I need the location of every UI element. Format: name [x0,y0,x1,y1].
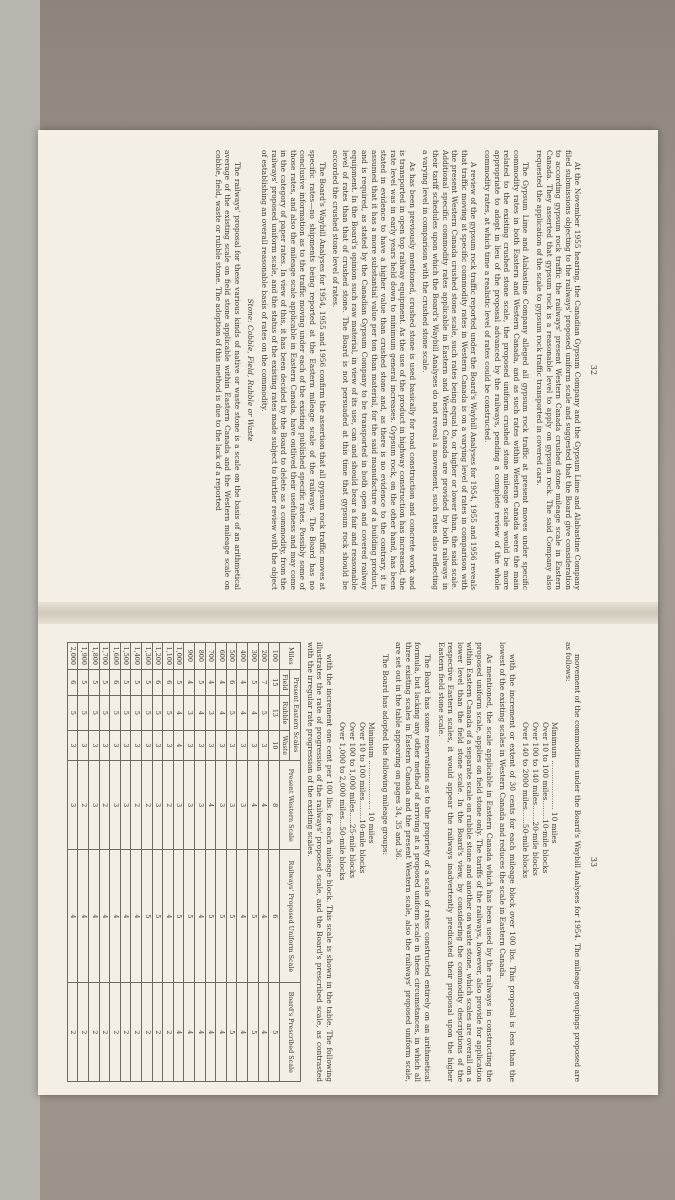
table-cell: 100 [269,643,280,670]
table-cell: 3 [152,730,163,760]
table-cell: 5 [152,696,163,731]
table-cell: 4 [258,983,269,1082]
table-cell: 700 [205,643,216,670]
open-book [38,130,658,1095]
column-header: Board's Prescribed Scale [279,983,300,1082]
table-row [89,643,100,1082]
table-cell: 5 [67,696,78,731]
table-cell: 6 [110,669,121,696]
table-cell: 4 [237,850,248,983]
table-cell: 4 [184,669,195,696]
table-row [152,643,163,1082]
table-cell: 5 [248,850,259,983]
table-cell: 5 [99,669,110,696]
list-item: Over 10 to 100 miles........10-mile blocks [357,722,367,874]
table-cell: 5 [131,696,142,731]
table-cell: 5 [142,850,153,983]
table-cell: 2 [142,761,153,850]
paragraph: movement of the commodities under the Board's Waybill Analyses for 1954. The mileage groupings proposed are as follows: [563,642,583,1082]
table-cell: 4 [237,669,248,696]
table-cell: 3 [226,761,237,850]
table-cell: 1,300 [142,643,153,670]
paragraph: The Board's Waybill Analyses for 1954, 1955 and 1956 confirm the assertion that all gypsum rock traffic moves at specific rates—no shipments being reported at the Eastern mileage scale of the railways. The Board has no conclusive information as to the traffic moving under each of the existing published specific rates. Possibly some of those rates, and also the mileage scale applicable in Eastern Canada, have outlived their usefulness and may come in the category of paper rates. In view of this, it has been decided by the Board to delete as a commodity, from the railways' proposed uniform scale, and the status of the existing rates made subject to further review with the object of establishing an overall reasonable basis of rates on the commodity. [260,150,327,590]
paragraph: As mentioned, the scale applicable in Eastern Canada which has been used by the railways in constructing the proposed uniform scale, applies on field stone only. The tariffs of the railways, however, also provide for application within Eastern Canada of a separate scale on rubble stone and another on waste stone, which scales are overall on a lower level than the field stone scale. In the Board's view, by considering the commodity descriptions of the respective Eastern scales, it would appear the railways inadvertently predicated their proposal upon the higher Eastern field stone scale. [436,642,494,1082]
table-cell: 6 [269,850,280,983]
table-cell: 4 [131,850,142,983]
table-cell: 10 [269,730,280,760]
table-cell: 3 [226,730,237,760]
list-item: Over 100 to 1,000 miles.....25-mile blocks [347,722,357,879]
table-row [216,643,227,1082]
table-cell: 5 [226,983,237,1082]
table-row [99,643,110,1082]
table-row [163,643,174,1082]
table-row [205,643,216,1082]
table-cell: 5 [269,983,280,1082]
table-cell: 2 [78,983,89,1082]
list-item: Minimum ..................... 10 miles [367,722,377,844]
table-cell: 5 [131,669,142,696]
group-header: Present Eastern Scales [290,669,301,760]
table-cell: 5 [163,696,174,731]
table-cell: 900 [184,643,195,670]
table-cell: 4 [184,983,195,1082]
table-cell: 3 [195,761,206,850]
list-item: Over 1,000 to 2,000 miles...50-mile blocks [338,722,348,881]
table-cell: 3 [152,761,163,850]
table-cell: 3 [99,730,110,760]
table-cell: 3 [184,696,195,731]
column-header: Waste [279,730,290,760]
table-cell: 3 [78,730,89,760]
table-cell: 1,100 [163,643,174,670]
table-cell: 3 [184,761,195,850]
table-cell: 4 [195,983,206,1082]
table-row [237,643,248,1082]
table-cell: 3 [195,730,206,760]
table-cell: 5 [89,669,100,696]
table-row [248,643,259,1082]
table-cell: 4 [173,730,184,760]
table-cell: 6 [67,669,78,696]
table-cell: 5 [78,696,89,731]
table-cell: 2 [142,983,153,1082]
table-cell: 3 [216,761,227,850]
rate-table [67,642,301,1082]
table-cell: 4 [163,850,174,983]
table-cell: 5 [226,850,237,983]
table-cell: 5 [205,850,216,983]
table-cell: 4 [258,850,269,983]
table-cell: 5 [173,850,184,983]
table-cell: 4 [216,669,227,696]
table-cell: 5 [78,669,89,696]
table-cell: 3 [237,730,248,760]
table-cell: 3 [120,761,131,850]
table-row [120,643,131,1082]
table-row [110,643,121,1082]
table-cell: 2 [99,761,110,850]
paragraph: The Gypsum Lime and Alabastine Company alleged all gypsum rock traffic at present moves under specific commodity rates in both Eastern and Western Canada, and as such rates within Western Canada were the main related to the existing crushed stone scale, the proposed uniform crushed stone mileage scale would be more appropriate to adopt in lieu of the proposal advanced by the railways, pending a complete review of the whole commodity rates, at which time a realistic level of rates could be constructed. [483,150,531,590]
table-cell: 500 [226,643,237,670]
table-cell: 3 [142,730,153,760]
paragraph: The railways' proposal for these various kinds of native or waste stone is a scale on the basis of an arithmetical average of the existing scale on field stone applicable within Eastern Canada and the Western mileage scale on cobble, field, waste or rubble stone. The adoption of this method is due to the lack of a reported [213,150,242,590]
table-cell: 5 [248,669,259,696]
list-item: Over 10 to 100 miles........10-mile blocks [540,722,550,874]
page-32 [38,130,658,602]
table-cell: 3 [248,730,259,760]
table-row [269,643,280,1082]
table-cell: 4 [248,761,259,850]
table-cell: 5 [120,696,131,731]
table-row [67,643,78,1082]
column-header: Rubble [279,696,290,731]
table-cell: 1,900 [78,643,89,670]
paragraph: As has been previously mentioned, crushed stone is used basically for road construction and concrete work and is transported in open top railway equipment. As the use of the product in highway construction has increased, the rate level was in early years held down to minimum general increases. Gypsum rock, on the other hand, has been stated in evidence to have a higher value than crushed stone and, as there is no evidence to the contrary, it is assumed that it has a more substantial value per ton than material, for the said manufacture of a building product, and is required, as stated by the Canadian Gypsum Company to be transported in both open and covered railway equipment. In the Board's opinion such raw material, in view of its use, can and should bear a fair and reasonable level of rates than that of crushed stone. The Board is not persuaded at this time that gypsum rock should be accorded the crushed stone level of rates. [331,150,417,590]
table-header-row [290,643,301,1082]
table-cell: 6 [163,669,174,696]
table-row [258,643,269,1082]
table-cell: 5 [99,696,110,731]
table-cell: 5 [152,850,163,983]
table-cell: 3 [184,730,195,760]
table-cell: 4 [205,669,216,696]
table-cell: 2 [163,761,174,850]
table-cell: 4 [89,850,100,983]
mileage-groups-adopted [338,642,376,1082]
table-row [184,643,195,1082]
table-cell: 1,000 [173,643,184,670]
table-cell: 4 [237,696,248,731]
table-cell: 3 [89,761,100,850]
table-cell: 4 [173,696,184,731]
table-cell: 3 [67,761,78,850]
table-cell: 3 [110,730,121,760]
table-cell: 13 [269,696,280,731]
column-header: Railways' Proposed Uniform Scale [279,850,300,983]
table-cell: 8 [269,761,280,850]
table-cell: 3 [163,730,174,760]
table-cell: 2 [120,983,131,1082]
table-cell: 5 [184,850,195,983]
table-cell: 5 [258,696,269,731]
paragraph: The Board has some reservations as to the propriety of a scale of rates constructed entirely on an arithmetical formula, but lacking any other method of arriving at a proposed uniform scale in these circumstances, in which all three existing scales in Eastern Canada and the present Western scale, also the railways' proposed uniform scale, are set out in the table appearing on pages 34, 35 and 36. [394,642,433,1082]
table-row [131,643,142,1082]
table-cell: 3 [258,730,269,760]
table-cell: 3 [89,730,100,760]
table-cell: 3 [216,730,227,760]
mileage-groupings [521,642,559,1082]
table-cell: 400 [237,643,248,670]
table-cell: 4 [195,850,206,983]
table-cell: 1,800 [89,643,100,670]
table-cell: 200 [258,643,269,670]
table-cell: 6 [226,669,237,696]
table-cell: 5 [120,669,131,696]
table-row [195,643,206,1082]
table-cell: 3 [67,730,78,760]
page-33-text [67,642,598,1082]
table-cell: 2 [67,983,78,1082]
column-header: Miles [279,643,300,670]
column-header: Field [279,669,290,696]
table-cell: 5 [142,669,153,696]
paragraph: A review of the gypsum rock traffic reported under the Board's Waybill Analyses for 1954, 1955 and 1956 reveals that traffic moving at specific commodity rates in Western Canada is on a varying level of rates in comparison with the present Western Canada crushed stone scale, such rates being equal to, or higher or lower than, the said scale. Additional specific commodity rates applicable in Eastern and Western Canada are provided by both railways in their tariff schedules upon which the Board's Waybill Analyses do not reveal a movement, such rates also reflecting a varying level in comparison with the crushed stone scale. [421,150,479,590]
table-cell: 1,700 [99,643,110,670]
paragraph: with the increment or extent of 30 cents for each mileage block over 100 lbs. This proposal is less than the lowest of the existing scales in Western Canada and reduces the scale in Eastern Canada. [498,642,517,1082]
paragraph: The Board has adopted the following mileage groups: [380,654,390,856]
table-cell: 5 [89,696,100,731]
table-cell: 5 [142,696,153,731]
table-cell: 4 [110,850,121,983]
table-cell: 3 [237,761,248,850]
table-cell: 5 [226,696,237,731]
table-cell: 2 [89,983,100,1082]
table-cell: 1,200 [152,643,163,670]
table-row [78,643,89,1082]
table-cell: 2 [110,983,121,1082]
paragraph: At the November 1955 hearing, the Canadian Gypsum Company and the Gypsum Lime and Alabastine Company filed submissions objecting to the railways' proposed uniform scale and suggested that the Board give consideration to according gypsum rock traffic the railways' present Western Canada crushed stone mileage scale in Eastern Canada. They asserted that gypsum rock is a reasonable level to apply on gypsum rock. The said Company also requested the application of the scale to gypsum rock traffic transported in covered cars. [535,150,583,590]
fabric-edge [0,0,40,1200]
column-header: Present Western Scale [279,761,300,850]
table-cell: 3 [110,761,121,850]
table-body [67,643,279,1082]
table-cell: 3 [173,761,184,850]
table-cell: 5 [195,669,206,696]
list-item: Over 100 to 140 miles.......20-mile blocks [531,722,541,876]
table-cell: 2,000 [67,643,78,670]
table-cell: 2 [163,983,174,1082]
list-item: Over 140 to 2000 miles......50-mile blocks [521,722,531,879]
table-cell: 15 [269,669,280,696]
table-cell: 5 [110,696,121,731]
table-cell: 3 [205,730,216,760]
table-cell: 800 [195,643,206,670]
table-cell: 2 [131,761,142,850]
table-cell: 4 [173,983,184,1082]
table-row [226,643,237,1082]
table-cell: 4 [258,761,269,850]
table-cell: 1,500 [120,643,131,670]
table-cell: 5 [216,850,227,983]
table-cell: 7 [258,669,269,696]
list-item: Minimum ..................... 10 miles [550,722,560,844]
page-number: 32 [589,364,598,376]
table-cell: 4 [99,850,110,983]
table-row [142,643,153,1082]
table-cell: 2 [78,761,89,850]
table-cell: 2 [131,983,142,1082]
section-heading: Stone: Cobble, Field, Rubble or Waste [246,298,256,442]
table-cell: 4 [216,696,227,731]
table-cell: 3 [120,730,131,760]
table-cell: 4 [237,983,248,1082]
page-32-text [209,150,598,590]
table-cell: 4 [195,696,206,731]
table-cell: 2 [152,983,163,1082]
table-cell: 2 [99,983,110,1082]
table-cell: 300 [248,643,259,670]
table-cell: 5 [248,983,259,1082]
paragraph: with the increment one cent per 100 lbs. for each mileage block. This scale is shown in the table. The following illustrates the rate of progression of the railways' proposed scale, and the Board's prescribed scale, as contrasted with the irregular rate progression of the existing scales. [305,642,334,1082]
table-cell: 4 [78,850,89,983]
table-cell: 4 [120,850,131,983]
table-cell: 6 [152,669,163,696]
table-cell: 3 [205,696,216,731]
table-cell: 1,400 [131,643,142,670]
table-cell: 1,600 [110,643,121,670]
table-cell: 600 [216,643,227,670]
page-number: 33 [589,856,598,868]
table-row [173,643,184,1082]
table-cell: 4 [67,850,78,983]
table-cell: 4 [216,983,227,1082]
book-gutter [38,602,658,624]
page-33 [38,624,658,1095]
table-cell: 3 [131,730,142,760]
table-cell: 4 [205,983,216,1082]
table-cell: 4 [248,696,259,731]
table-cell: 5 [173,669,184,696]
table-cell: 4 [205,761,216,850]
